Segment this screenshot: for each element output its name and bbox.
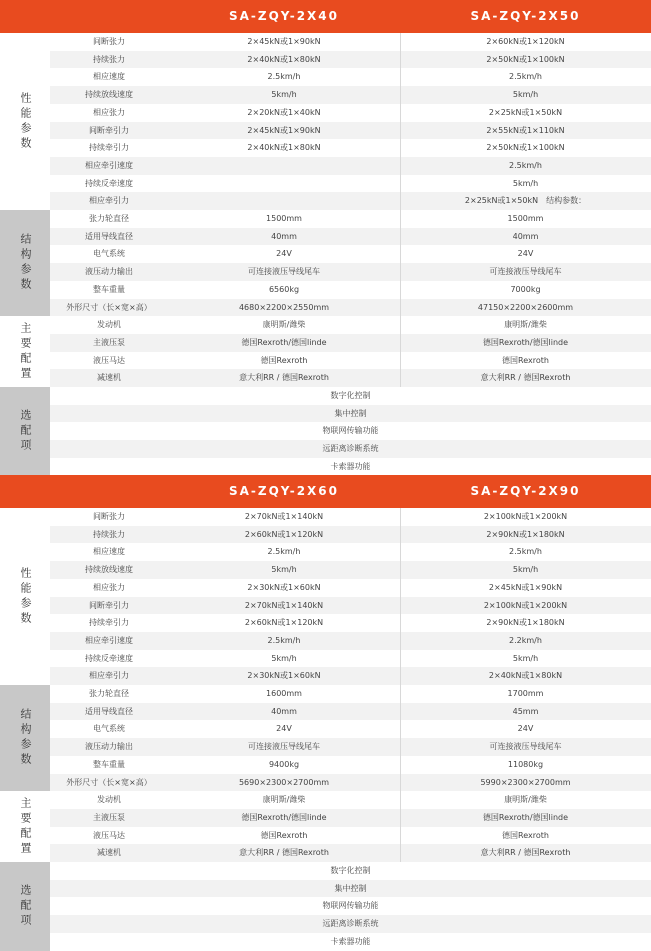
model-2-value: 5km/h xyxy=(512,653,539,663)
option-item: 物联网传输功能 xyxy=(322,426,379,436)
model-2-value: 24V xyxy=(517,249,534,259)
table-row xyxy=(0,369,651,387)
model-1-value: 24V xyxy=(276,724,292,734)
model-1-value: 40mm xyxy=(271,231,297,241)
model-1-value: 2×70kN或1×140kN xyxy=(244,600,324,610)
model-1-value: 6560kg xyxy=(268,284,300,294)
section-title xyxy=(0,862,50,951)
model-header xyxy=(0,475,651,508)
param-label: 液压马达 xyxy=(93,355,125,365)
param-label: 相应张力 xyxy=(93,582,125,592)
model-2-value: 47150×2200×2600mm xyxy=(477,302,574,312)
section-title-text: 选配项 xyxy=(19,408,32,454)
model-1-value: 2×60kN或1×120kN xyxy=(244,618,324,628)
param-label: 相应牵引力 xyxy=(89,196,129,206)
model-1-value: 2×20kN或1×40kN xyxy=(247,107,321,117)
option-item: 卡索器功能 xyxy=(330,936,371,946)
param-label: 发动机 xyxy=(97,320,121,330)
column-divider xyxy=(400,33,401,387)
model-2-value: 2.5km/h xyxy=(509,160,542,170)
model-1-value: 可连接液压导线尾车 xyxy=(248,267,320,277)
section-title-text: 选配项 xyxy=(19,883,32,929)
model-2-value: 2×50kN或1×100kN xyxy=(486,54,565,64)
model-1-value: 德国Rexroth xyxy=(260,830,308,840)
param-label: 持续牵引力 xyxy=(89,618,129,628)
model-2-value: 2×40kN或1×80kN xyxy=(488,671,563,681)
option-item: 数字化控制 xyxy=(330,866,371,875)
model-1-value: 2×60kN或1×120kN xyxy=(244,529,324,539)
param-label: 持续张力 xyxy=(93,54,125,64)
option-row xyxy=(0,915,651,933)
param-label: 主液压泵 xyxy=(93,812,125,822)
option-item: 数字化控制 xyxy=(330,391,371,400)
section-title xyxy=(0,33,50,210)
option-item: 集中控制 xyxy=(334,408,367,418)
model-2-value: 康明斯/潍柴 xyxy=(504,795,547,805)
table-row xyxy=(0,228,651,246)
model-1-value xyxy=(168,157,400,175)
section-title-text: 结构参数 xyxy=(19,708,32,769)
option-row xyxy=(0,862,651,880)
model-1-value: 9400kg xyxy=(268,759,300,769)
model-name: SA-ZQY-2X40 xyxy=(228,9,340,23)
table-row xyxy=(0,263,651,281)
model-1-value: 4680×2200×2550mm xyxy=(238,302,330,312)
section-title xyxy=(0,791,50,862)
table-row xyxy=(0,738,651,756)
model-1-value: 5690×2300×2700mm xyxy=(238,777,330,787)
model-2-value: 2×50kN或1×100kN xyxy=(486,143,565,153)
option-row xyxy=(0,458,651,476)
table-row xyxy=(0,352,651,370)
model-name: SA-ZQY-2X60 xyxy=(228,484,340,498)
model-2-value: 康明斯/潍柴 xyxy=(504,320,547,330)
model-2-value: 5km/h xyxy=(512,565,539,575)
model-1-value: 2×45kN或1×90kN xyxy=(247,37,321,46)
param-label: 相应速度 xyxy=(93,547,125,557)
model-1-value: 德国Rexroth xyxy=(260,355,308,365)
table-row xyxy=(0,543,651,561)
model-2-value: 2×100kN或1×200kN xyxy=(483,600,568,610)
model-1-value: 2×30kN或1×60kN xyxy=(247,582,321,592)
param-label: 持续张力 xyxy=(93,529,125,539)
model-1-value: 1600mm xyxy=(266,689,302,698)
table-row xyxy=(0,614,651,632)
param-label: 液压马达 xyxy=(93,830,125,840)
model-2-value: 可连接液压导线尾车 xyxy=(489,742,562,752)
table-row xyxy=(0,791,651,809)
model-2-value: 2×25kN或1×50kN xyxy=(488,107,563,117)
model-1-value: 2×40kN或1×80kN xyxy=(247,143,321,153)
model-2-value: 45mm xyxy=(512,706,539,716)
table-row xyxy=(0,579,651,597)
section-title xyxy=(0,210,50,316)
model-1-value: 2.5km/h xyxy=(267,635,301,645)
param-label: 电气系统 xyxy=(93,249,125,259)
model-2-value: 2×90kN或1×180kN xyxy=(486,529,565,539)
option-item: 远距离诊断系统 xyxy=(322,919,379,929)
model-2-value: 德国Rexroth/德国linde xyxy=(482,337,569,347)
table-row xyxy=(0,86,651,104)
table-row xyxy=(0,720,651,738)
model-2-value: 2.2km/h xyxy=(509,635,542,645)
model-2-value: 2×45kN或1×90kN xyxy=(488,582,563,592)
option-row xyxy=(0,897,651,915)
model-2-value: 意大利RR / 德国Rexroth xyxy=(480,373,571,383)
param-label: 减速机 xyxy=(97,848,121,858)
model-1-value: 2×70kN或1×140kN xyxy=(244,512,324,521)
model-1-value: 德国Rexroth/德国linde xyxy=(241,812,327,822)
model-2-value: 24V xyxy=(517,724,534,734)
table-row xyxy=(0,281,651,299)
option-item: 集中控制 xyxy=(334,883,367,893)
param-label: 间断牵引力 xyxy=(89,125,129,135)
table-row xyxy=(0,175,651,193)
param-label: 持续反牵速度 xyxy=(85,653,133,663)
param-label: 间断张力 xyxy=(93,37,125,46)
table-row xyxy=(0,210,651,228)
table-row xyxy=(0,827,651,845)
table-row xyxy=(0,632,651,650)
param-label: 适用导线直径 xyxy=(85,706,133,716)
param-label: 相应牵引速度 xyxy=(85,160,133,170)
param-label: 持续放线速度 xyxy=(85,565,133,575)
table-row xyxy=(0,809,651,827)
model-1-value: 康明斯/潍柴 xyxy=(262,795,306,805)
section-title xyxy=(0,387,50,476)
table-row xyxy=(0,756,651,774)
param-label: 减速机 xyxy=(97,373,121,383)
model-name: SA-ZQY-2X50 xyxy=(470,9,581,23)
option-row xyxy=(0,422,651,440)
model-2-value: 2.5km/h xyxy=(509,547,542,557)
model-2-value: 2×90kN或1×180kN xyxy=(486,618,565,628)
table-row xyxy=(0,334,651,352)
section-title-text: 结构参数 xyxy=(19,233,32,294)
table-row xyxy=(0,157,651,175)
param-label: 持续反牵速度 xyxy=(85,178,133,188)
table-row xyxy=(0,139,651,157)
section-title xyxy=(0,508,50,685)
model-1-value: 2.5km/h xyxy=(267,547,301,557)
section-title-text: 主要配置 xyxy=(19,321,32,382)
model-2-value: 2×100kN或1×200kN xyxy=(483,512,568,521)
table-row xyxy=(0,508,651,526)
model-1-value: 2×45kN或1×90kN xyxy=(247,125,321,135)
param-label: 张力轮直径 xyxy=(89,689,129,698)
option-item: 远距离诊断系统 xyxy=(322,444,379,454)
param-label: 主液压泵 xyxy=(93,337,125,347)
param-label: 整车重量 xyxy=(93,759,125,769)
model-2-value: 5990×2300×2700mm xyxy=(480,777,571,787)
table-row xyxy=(0,844,651,862)
model-2-value: 1500mm xyxy=(507,214,544,223)
section-title-text: 性能参数 xyxy=(19,566,32,627)
table-row xyxy=(0,526,651,544)
option-row xyxy=(0,880,651,898)
model-1-value: 意大利RR / 德国Rexroth xyxy=(239,848,329,858)
table-row xyxy=(0,192,651,210)
table-row xyxy=(0,316,651,334)
param-label: 电气系统 xyxy=(93,724,125,734)
model-1-value: 5km/h xyxy=(271,653,297,663)
option-row xyxy=(0,933,651,951)
param-label: 相应牵引速度 xyxy=(85,635,133,645)
section-title xyxy=(0,316,50,387)
option-row xyxy=(0,440,651,458)
model-2-value: 2×25kN或1×50kN 结构参数： xyxy=(464,196,587,206)
model-2-value: 德国Rexroth/德国linde xyxy=(482,812,569,822)
table-row xyxy=(0,104,651,122)
model-1-value: 24V xyxy=(276,249,292,259)
model-2-value: 5km/h xyxy=(512,90,539,100)
model-1-value: 德国Rexroth/德国linde xyxy=(241,337,327,347)
table-row xyxy=(0,597,651,615)
table-row xyxy=(0,68,651,86)
model-2-value: 7000kg xyxy=(510,284,541,294)
table-row xyxy=(0,561,651,579)
column-divider xyxy=(400,508,401,862)
model-1-value: 1500mm xyxy=(266,214,302,223)
model-2-value: 德国Rexroth xyxy=(502,355,549,365)
table-row xyxy=(0,122,651,140)
section-title-text: 主要配置 xyxy=(19,796,32,857)
table-row xyxy=(0,650,651,668)
model-1-value: 可连接液压导线尾车 xyxy=(248,742,320,752)
table-row xyxy=(0,685,651,703)
model-2-value: 11080kg xyxy=(507,759,544,769)
param-label: 相应速度 xyxy=(93,72,125,82)
model-1-value: 5km/h xyxy=(271,565,297,575)
param-label: 相应张力 xyxy=(93,107,125,117)
param-label: 液压动力输出 xyxy=(85,267,133,277)
model-2-value: 1700mm xyxy=(507,689,544,698)
param-label: 发动机 xyxy=(97,795,121,805)
model-1-value: 康明斯/潍柴 xyxy=(262,320,306,330)
model-2-value: 40mm xyxy=(512,231,539,241)
table-row xyxy=(0,51,651,69)
table-row xyxy=(0,245,651,263)
param-label: 相应牵引力 xyxy=(89,671,129,681)
model-1-value: 意大利RR / 德国Rexroth xyxy=(239,373,329,383)
model-2-value: 德国Rexroth xyxy=(502,830,549,840)
param-label: 外形尺寸（长×宽×高） xyxy=(66,777,152,787)
model-2-value: 2×60kN或1×120kN xyxy=(486,37,565,46)
section-title-text: 性能参数 xyxy=(19,91,32,152)
param-label: 间断张力 xyxy=(93,512,125,521)
model-name: SA-ZQY-2X90 xyxy=(470,484,581,498)
param-label: 持续放线速度 xyxy=(85,90,133,100)
model-1-value xyxy=(168,192,400,210)
model-1-value xyxy=(168,175,400,193)
table-row xyxy=(0,703,651,721)
table-row xyxy=(0,33,651,51)
model-1-value: 40mm xyxy=(271,706,297,716)
param-label: 外形尺寸（长×宽×高） xyxy=(66,302,152,312)
param-label: 整车重量 xyxy=(93,284,125,294)
option-item: 物联网传输功能 xyxy=(322,901,379,911)
param-label: 适用导线直径 xyxy=(85,231,133,241)
table-row xyxy=(0,774,651,792)
table-row xyxy=(0,667,651,685)
param-label: 持续牵引力 xyxy=(89,143,129,153)
section-title xyxy=(0,685,50,791)
param-label: 间断牵引力 xyxy=(89,600,129,610)
model-1-value: 5km/h xyxy=(271,90,297,100)
model-2-value: 可连接液压导线尾车 xyxy=(489,267,562,277)
model-1-value: 2×30kN或1×60kN xyxy=(247,671,321,681)
param-label: 液压动力输出 xyxy=(85,742,133,752)
model-2-value: 意大利RR / 德国Rexroth xyxy=(480,848,571,858)
option-item: 卡索器功能 xyxy=(330,461,371,471)
option-row xyxy=(0,387,651,405)
model-1-value: 2.5km/h xyxy=(267,72,301,82)
model-header xyxy=(0,0,651,33)
option-row xyxy=(0,405,651,423)
model-2-value: 2×55kN或1×110kN xyxy=(486,125,565,135)
model-1-value: 2×40kN或1×80kN xyxy=(247,54,321,64)
model-2-value: 5km/h xyxy=(512,178,539,188)
model-2-value: 2.5km/h xyxy=(509,72,542,82)
table-row xyxy=(0,299,651,317)
param-label: 张力轮直径 xyxy=(89,214,129,223)
